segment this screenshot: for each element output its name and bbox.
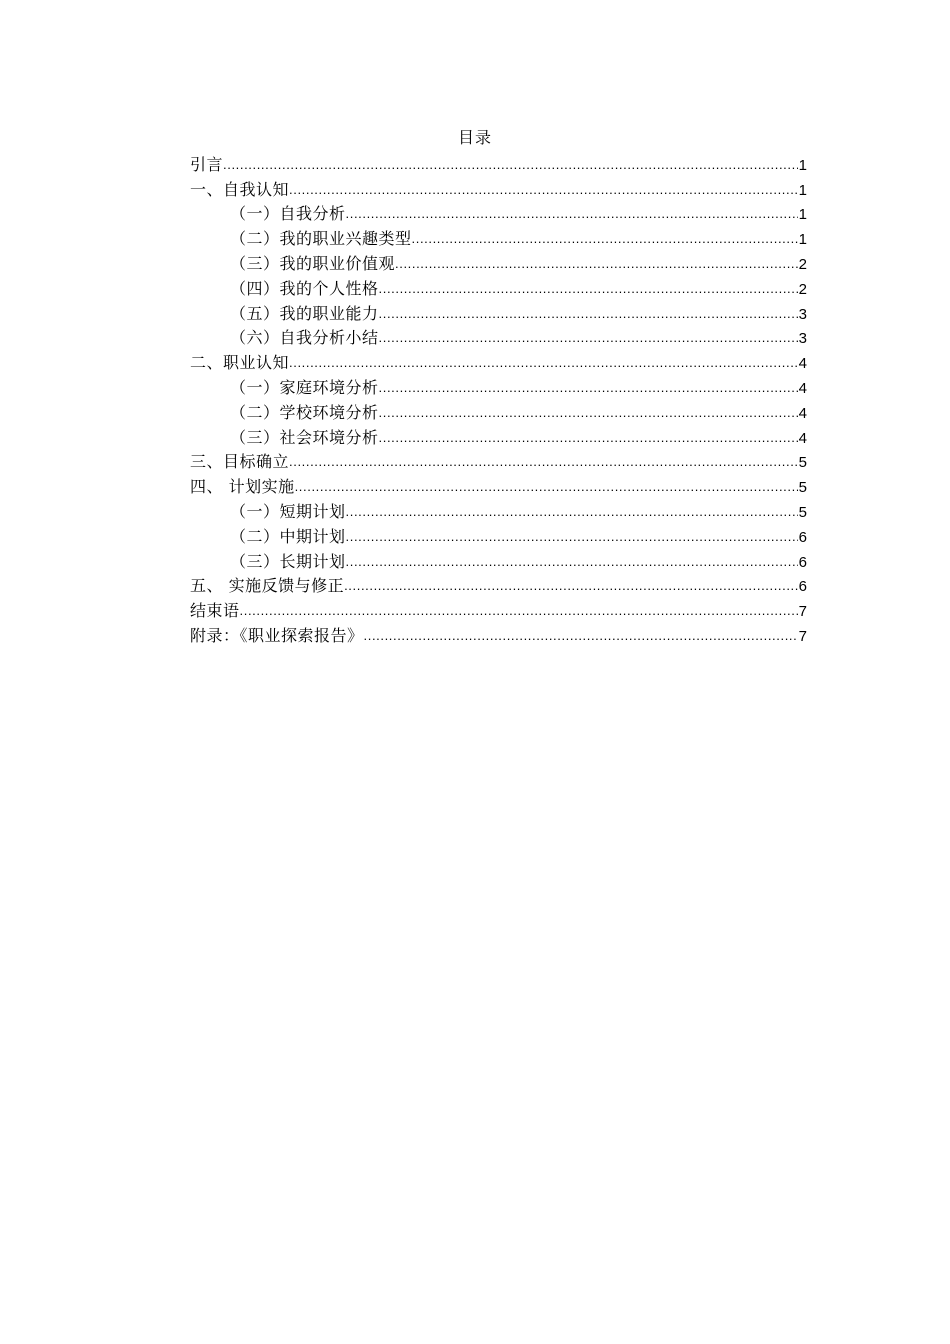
toc-page-number: 2	[798, 280, 807, 298]
toc-entry-label: （三）社会环境分析	[230, 427, 379, 447]
toc-page-number: 1	[798, 181, 807, 199]
toc-page-number: 1	[798, 231, 807, 249]
toc-page-number: 5	[798, 503, 807, 521]
toc-dot-leader	[412, 231, 798, 247]
toc-entry-label: （二）学校环境分析	[230, 402, 379, 422]
toc-entry-6[interactable]	[190, 275, 807, 300]
toc-dot-leader	[395, 256, 798, 272]
toc-title: 目录	[457, 128, 492, 147]
toc-entry-4[interactable]	[190, 225, 807, 250]
toc-dot-leader	[289, 454, 798, 470]
toc-entry-3[interactable]	[190, 201, 807, 226]
toc-entry-19[interactable]	[190, 597, 807, 622]
toc-dot-leader	[289, 355, 798, 371]
toc-entry-label: 附录：《职业探索报告》	[190, 625, 364, 645]
toc-page-number: 6	[798, 528, 807, 546]
toc-dot-leader	[379, 430, 798, 446]
toc-entry-label: （一）自我分析	[230, 204, 346, 224]
toc-page-number: 4	[798, 355, 807, 373]
toc-entry-17[interactable]	[190, 548, 807, 573]
toc-dot-leader	[346, 554, 798, 570]
toc-entry-9[interactable]	[190, 349, 807, 374]
toc-entry-label: 二、职业认知	[190, 353, 290, 373]
toc-entry-10[interactable]	[190, 374, 807, 399]
table-of-contents	[190, 151, 807, 647]
toc-entry-label: 结束语	[190, 601, 240, 621]
toc-dot-leader	[346, 529, 798, 545]
toc-entry-1[interactable]	[190, 151, 807, 176]
toc-dot-leader	[223, 157, 798, 173]
toc-page-number: 7	[798, 603, 807, 621]
toc-dot-leader	[379, 281, 798, 297]
toc-dot-leader	[344, 578, 798, 594]
toc-page-number: 3	[798, 330, 807, 348]
toc-entry-label: （一）短期计划	[230, 501, 346, 521]
toc-page-number: 1	[798, 156, 807, 174]
toc-entry-15[interactable]	[190, 498, 807, 523]
toc-entry-label: 四、 计划实施	[190, 477, 295, 497]
toc-entry-label: （二）中期计划	[230, 526, 346, 546]
toc-entry-label: 三、目标确立	[190, 452, 290, 472]
toc-page-number: 4	[798, 429, 807, 447]
toc-page-number: 3	[798, 305, 807, 323]
toc-entry-label: 一、自我认知	[190, 179, 290, 199]
toc-dot-leader	[364, 628, 798, 644]
toc-page-number: 5	[798, 479, 807, 497]
toc-entry-13[interactable]	[190, 449, 807, 474]
toc-entry-20[interactable]	[190, 622, 807, 647]
toc-entry-label: （二）我的职业兴趣类型	[230, 229, 412, 249]
toc-entry-label: 五、 实施反馈与修正	[190, 576, 345, 596]
toc-dot-leader	[289, 182, 798, 198]
toc-dot-leader	[379, 380, 798, 396]
toc-entry-label: （四）我的个人性格	[230, 278, 379, 298]
toc-dot-leader	[295, 479, 798, 495]
toc-entry-label: （一）家庭环境分析	[230, 377, 379, 397]
toc-entry-11[interactable]	[190, 399, 807, 424]
toc-entry-14[interactable]	[190, 473, 807, 498]
toc-entry-label: （六）自我分析小结	[230, 328, 379, 348]
toc-dot-leader	[379, 405, 798, 421]
toc-dot-leader	[379, 306, 798, 322]
toc-entry-5[interactable]	[190, 250, 807, 275]
toc-entry-label: （三）我的职业价值观	[230, 253, 396, 273]
toc-entry-16[interactable]	[190, 523, 807, 548]
toc-page-number: 5	[798, 454, 807, 472]
toc-page-number: 1	[798, 206, 807, 224]
toc-entry-7[interactable]	[190, 300, 807, 325]
toc-dot-leader	[379, 330, 798, 346]
toc-entry-label: （三）长期计划	[230, 551, 346, 571]
toc-page-number: 2	[798, 255, 807, 273]
toc-entry-12[interactable]	[190, 424, 807, 449]
toc-dot-leader	[240, 603, 798, 619]
toc-page-number: 6	[798, 553, 807, 571]
toc-entry-label: 引言	[190, 154, 224, 174]
toc-dot-leader	[346, 504, 798, 520]
toc-entry-8[interactable]	[190, 325, 807, 350]
toc-page-number: 4	[798, 379, 807, 397]
toc-entry-18[interactable]	[190, 573, 807, 598]
toc-page-number: 6	[798, 578, 807, 596]
toc-dot-leader	[346, 206, 798, 222]
toc-page-number: 7	[798, 627, 807, 645]
toc-entry-2[interactable]	[190, 176, 807, 201]
toc-page-number: 4	[798, 404, 807, 422]
toc-entry-label: （五）我的职业能力	[230, 303, 379, 323]
